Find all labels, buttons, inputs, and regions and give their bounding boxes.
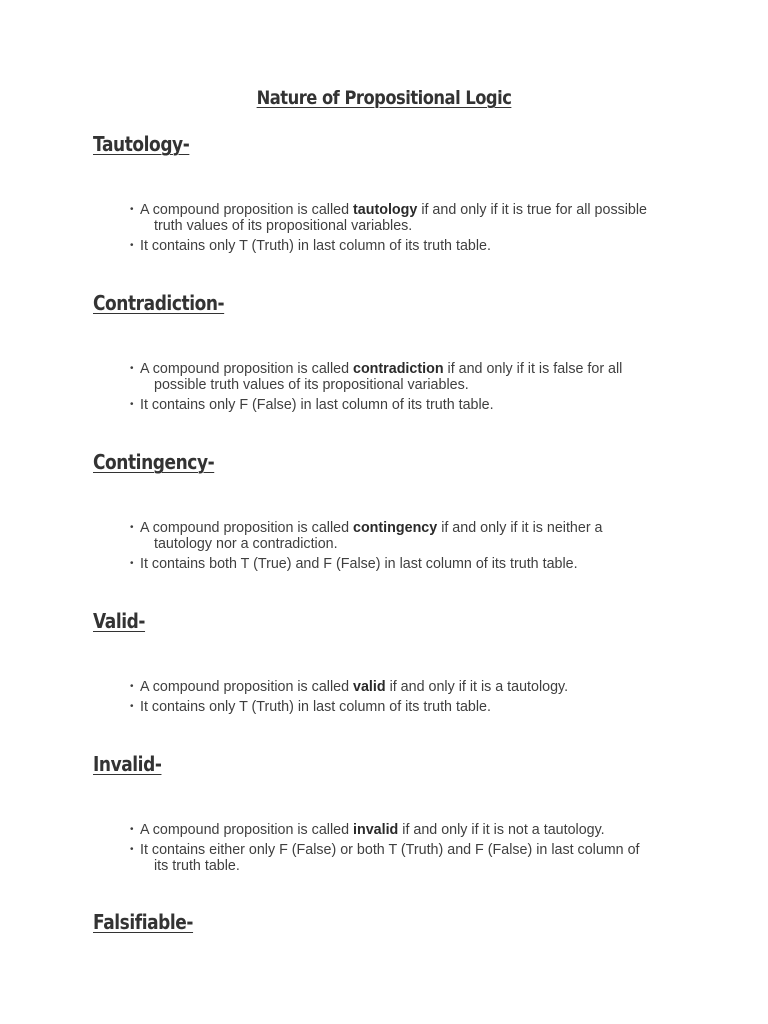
list-item: • It contains only F (False) in last column of its truth table. <box>130 397 494 413</box>
list-item: • A compound proposition is called contingency if and only if it is neither a tautology nor a contradiction. <box>130 520 603 552</box>
list-item: • A compound proposition is called invalid if and only if it is not a tautology. <box>130 822 605 838</box>
page-title: Nature of Propositional Logic <box>256 87 512 109</box>
bullet-list <box>130 679 690 715</box>
bullet-list <box>130 361 690 413</box>
list-item: • A compound proposition is called tautology if and only if it is true for all possible truth values of its propositional variables. <box>130 202 647 234</box>
list-item: • A compound proposition is called valid if and only if it is a tautology. <box>130 679 569 695</box>
section-falsifiable <box>93 909 713 935</box>
bullet-list <box>130 202 690 254</box>
section-heading: Invalid- <box>93 752 162 776</box>
list-item: • It contains only T (Truth) in last column of its truth table. <box>130 238 491 254</box>
section-contradiction <box>93 290 713 417</box>
section-heading: Contingency- <box>93 450 215 474</box>
section-heading: Falsifiable- <box>93 910 194 934</box>
section-contingency <box>93 449 713 576</box>
section-tautology <box>93 131 713 258</box>
list-item: • It contains either only F (False) or both T (Truth) and F (False) in last column of its truth table. <box>130 842 640 874</box>
section-valid <box>93 608 713 719</box>
section-heading: Contradiction- <box>93 291 225 315</box>
bullet-list <box>130 520 690 572</box>
list-item: • It contains only T (Truth) in last column of its truth table. <box>130 699 491 715</box>
list-item: • It contains both T (True) and F (False) in last column of its truth table. <box>130 556 578 572</box>
list-item: • A compound proposition is called contradiction if and only if it is false for all possible truth values of its propositional variables. <box>130 361 623 393</box>
section-heading: Valid- <box>93 609 146 633</box>
bullet-list <box>130 822 690 874</box>
section-heading: Tautology- <box>93 132 190 156</box>
section-invalid <box>93 751 713 878</box>
